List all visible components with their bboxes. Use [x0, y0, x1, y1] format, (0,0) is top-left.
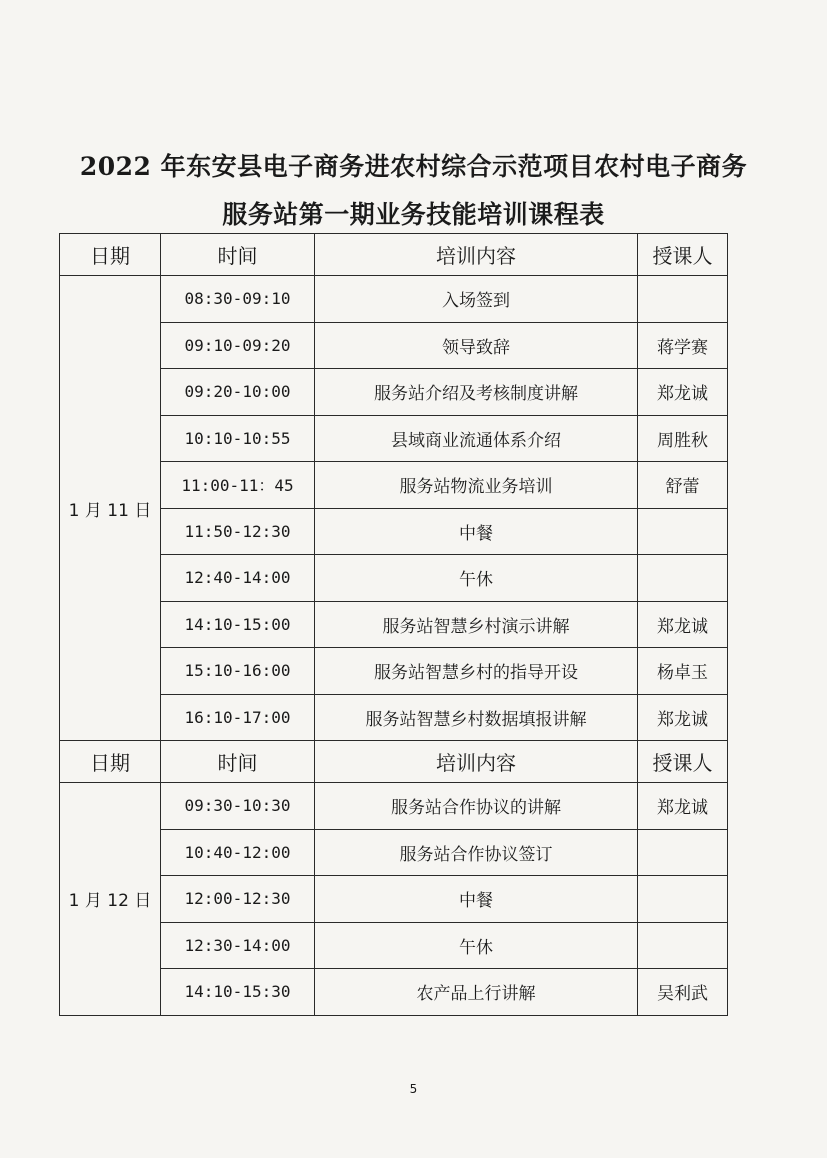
- time-cell: 10:10-10:55: [161, 415, 315, 462]
- lecturer-cell: 周胜秋: [638, 415, 728, 462]
- time-cell: 11:00-11：45: [161, 462, 315, 509]
- time-cell: 14:10-15:30: [161, 969, 315, 1016]
- lecturer-cell: [638, 276, 728, 323]
- lecturer-cell: [638, 876, 728, 923]
- lecturer-cell: 郑龙诚: [638, 369, 728, 416]
- lecturer-cell: 郑龙诚: [638, 694, 728, 741]
- header-content: 培训内容: [315, 741, 638, 783]
- table-row: [60, 276, 728, 323]
- header-time: 时间: [161, 234, 315, 276]
- table-row: [60, 601, 728, 648]
- time-cell: 11:50-12:30: [161, 508, 315, 555]
- content-cell: 服务站智慧乡村数据填报讲解: [315, 694, 638, 741]
- time-cell: 09:20-10:00: [161, 369, 315, 416]
- table-header-row: [60, 741, 728, 783]
- content-cell: 服务站介绍及考核制度讲解: [315, 369, 638, 416]
- table-row: [60, 369, 728, 416]
- header-time: 时间: [161, 741, 315, 783]
- lecturer-cell: 蒋学赛: [638, 322, 728, 369]
- time-cell: 14:10-15:00: [161, 601, 315, 648]
- time-cell: 09:10-09:20: [161, 322, 315, 369]
- page-number: 5: [409, 1082, 418, 1096]
- content-cell: 入场签到: [315, 276, 638, 323]
- header-content: 培训内容: [315, 234, 638, 276]
- table-row: [60, 648, 728, 695]
- time-cell: 12:30-14:00: [161, 922, 315, 969]
- table-row: [60, 922, 728, 969]
- lecturer-cell: 杨卓玉: [638, 648, 728, 695]
- content-cell: 中餐: [315, 876, 638, 923]
- lecturer-cell: 舒蕾: [638, 462, 728, 509]
- header-date: 日期: [60, 234, 161, 276]
- table-row: [60, 969, 728, 1016]
- content-cell: 县域商业流通体系介绍: [315, 415, 638, 462]
- document-title-line-2: 服务站第一期业务技能培训课程表: [222, 200, 605, 229]
- lecturer-cell: 郑龙诚: [638, 601, 728, 648]
- content-cell: 服务站物流业务培训: [315, 462, 638, 509]
- lecturer-cell: 吴利武: [638, 969, 728, 1016]
- time-cell: 08:30-09:10: [161, 276, 315, 323]
- document-title-line-1: 2022 年东安县电子商务进农村综合示范项目农村电子商务: [79, 152, 748, 181]
- header-lecturer: 授课人: [638, 741, 728, 783]
- content-cell: 服务站智慧乡村演示讲解: [315, 601, 638, 648]
- header-date: 日期: [60, 741, 161, 783]
- lecturer-cell: [638, 508, 728, 555]
- time-cell: 09:30-10:30: [161, 783, 315, 830]
- lecturer-cell: [638, 922, 728, 969]
- time-cell: 15:10-16:00: [161, 648, 315, 695]
- date-cell-day1: 1 月 11 日: [60, 276, 161, 741]
- time-cell: 12:00-12:30: [161, 876, 315, 923]
- table-row: [60, 555, 728, 602]
- time-cell: 12:40-14:00: [161, 555, 315, 602]
- content-cell: 服务站智慧乡村的指导开设: [315, 648, 638, 695]
- header-lecturer: 授课人: [638, 234, 728, 276]
- lecturer-cell: 郑龙诚: [638, 783, 728, 830]
- table-row: [60, 322, 728, 369]
- lecturer-cell: [638, 829, 728, 876]
- table-row: [60, 829, 728, 876]
- content-cell: 服务站合作协议的讲解: [315, 783, 638, 830]
- content-cell: 中餐: [315, 508, 638, 555]
- table-row: [60, 783, 728, 830]
- table-row: [60, 876, 728, 923]
- schedule-table: [59, 233, 728, 1016]
- date-cell-day2: 1 月 12 日: [60, 783, 161, 1016]
- content-cell: 服务站合作协议签订: [315, 829, 638, 876]
- table-row: [60, 462, 728, 509]
- content-cell: 午休: [315, 555, 638, 602]
- lecturer-cell: [638, 555, 728, 602]
- table-header-row: [60, 234, 728, 276]
- content-cell: 午休: [315, 922, 638, 969]
- content-cell: 领导致辞: [315, 322, 638, 369]
- table-row: [60, 694, 728, 741]
- time-cell: 16:10-17:00: [161, 694, 315, 741]
- content-cell: 农产品上行讲解: [315, 969, 638, 1016]
- table-row: [60, 508, 728, 555]
- time-cell: 10:40-12:00: [161, 829, 315, 876]
- table-row: [60, 415, 728, 462]
